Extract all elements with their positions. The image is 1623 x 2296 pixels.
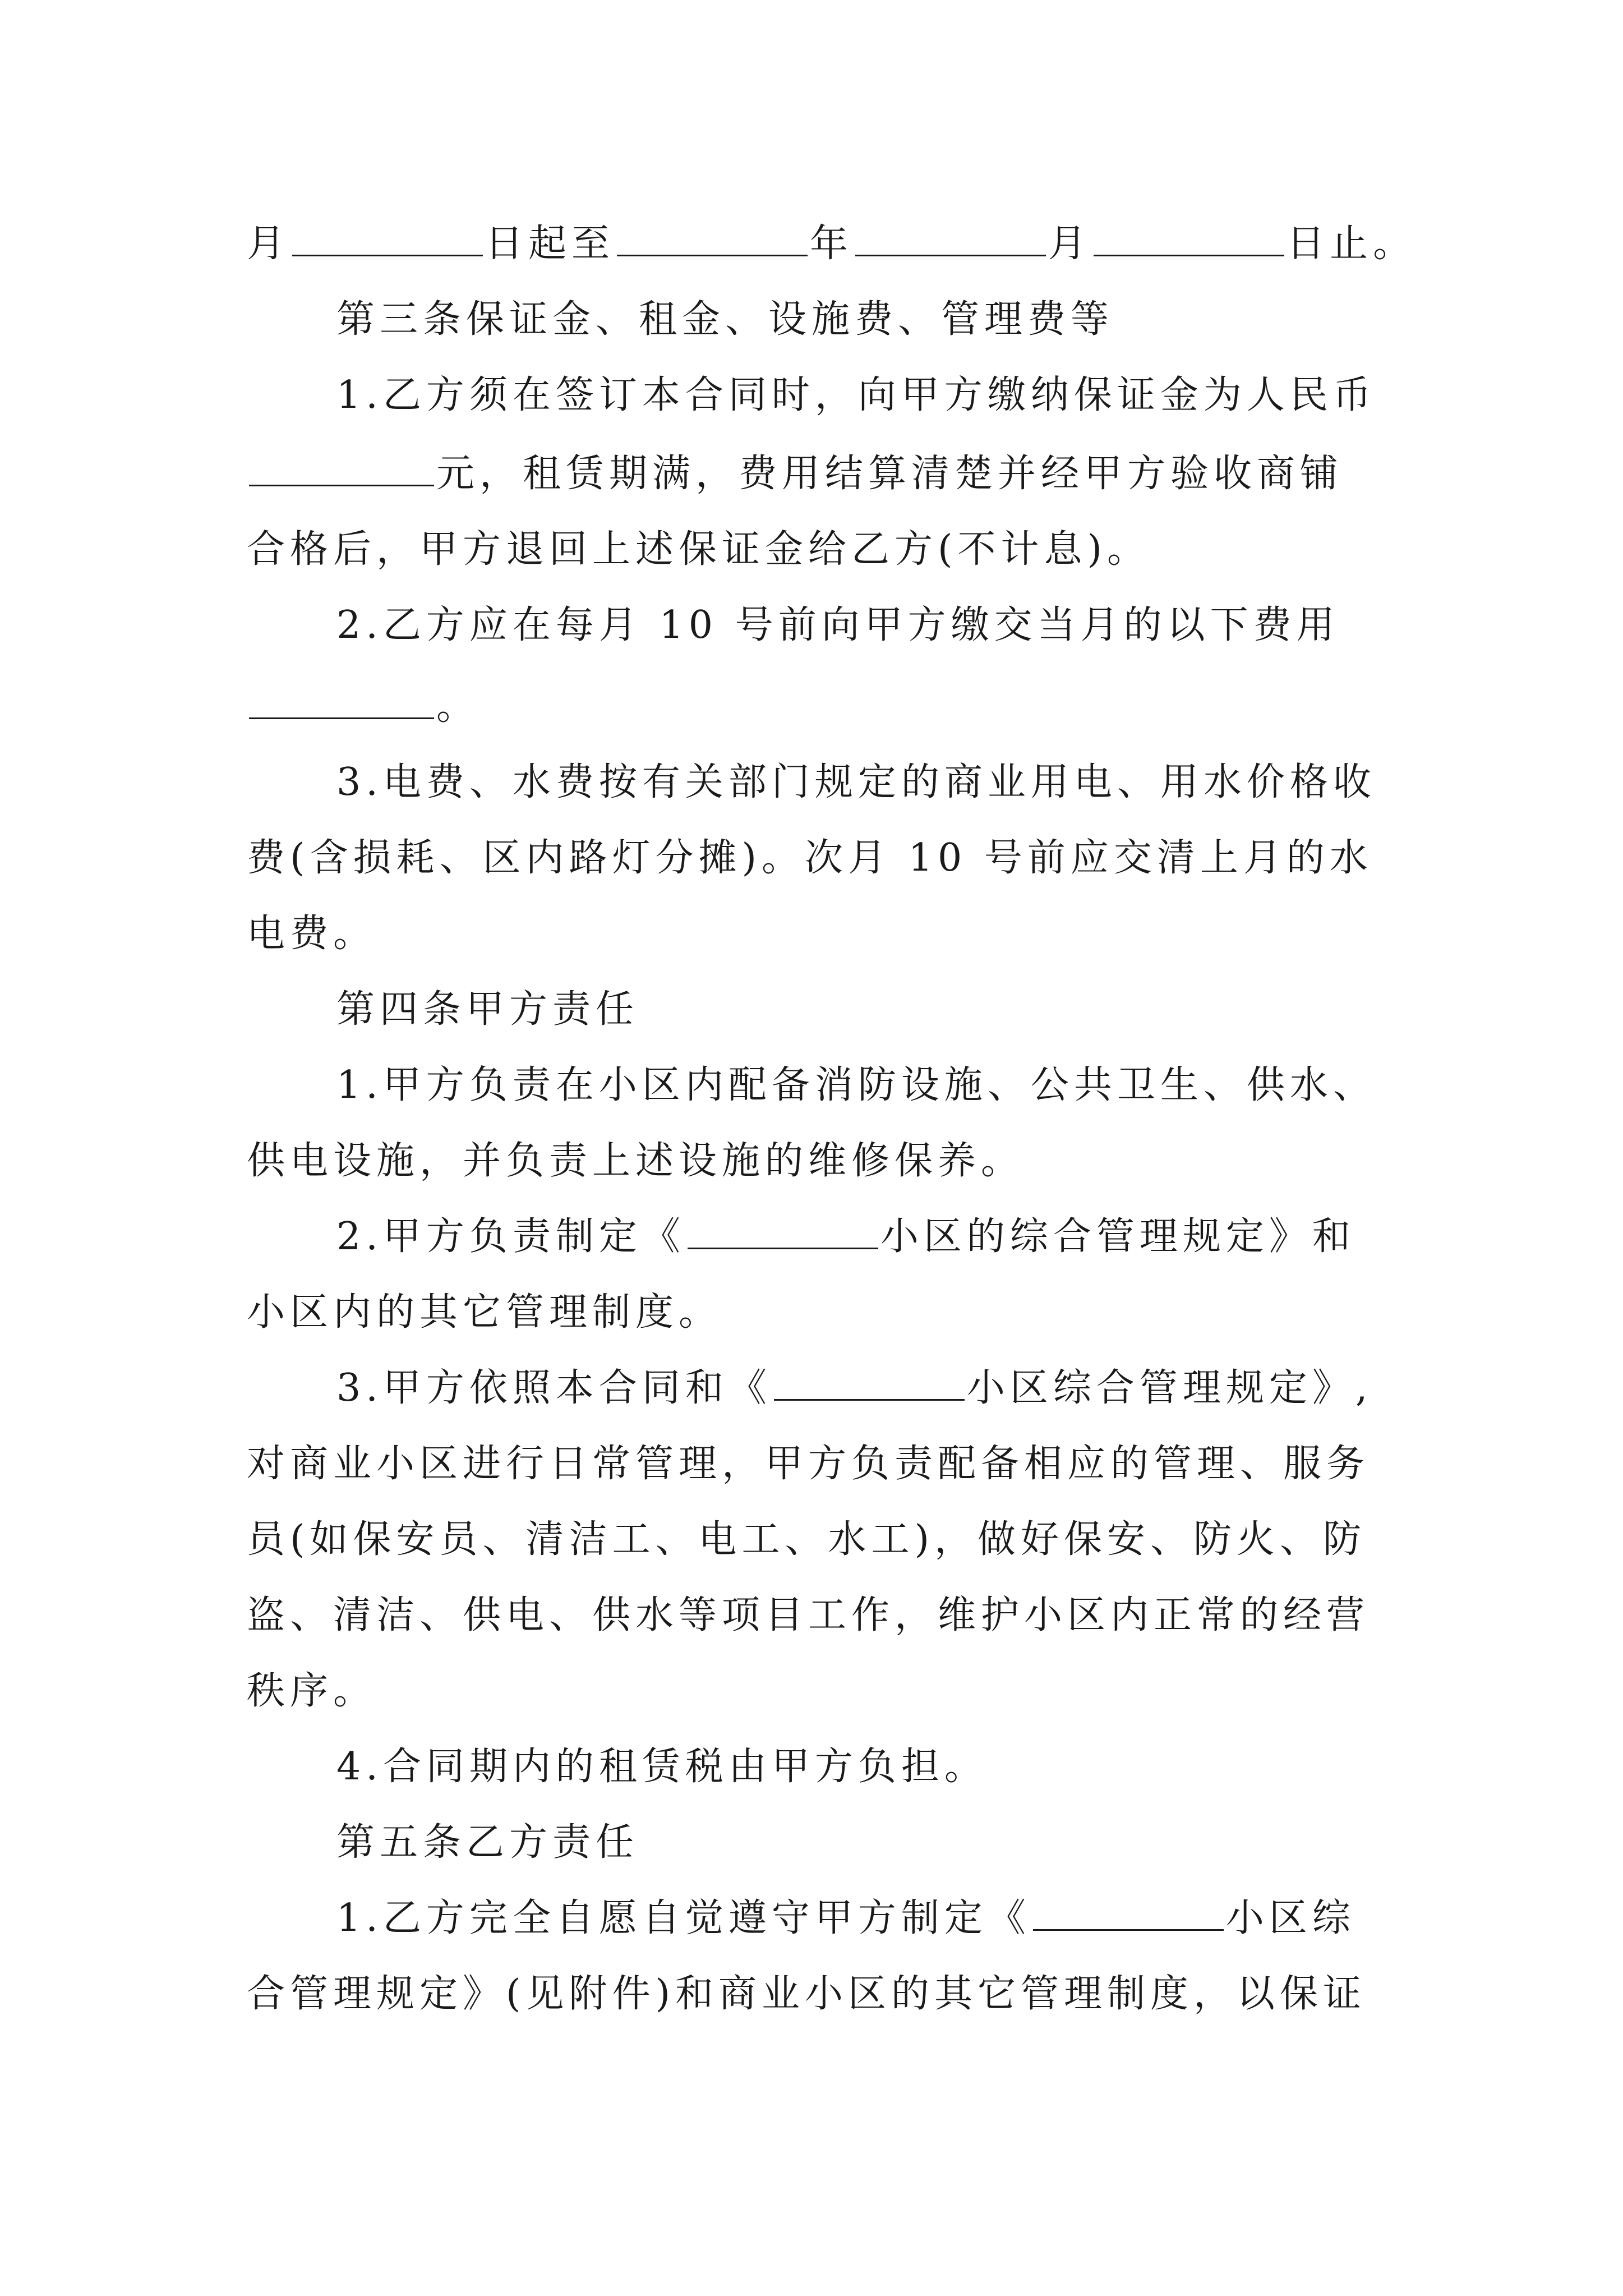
article-4-heading: 第四条甲方责任	[336, 987, 639, 1032]
blank-field	[249, 678, 434, 719]
text-line: 2.乙方应在每月 10 号前向甲方缴交当月的以下费用	[336, 603, 1340, 647]
text: 元，租赁期满，费用结算清楚并经甲方验收商铺	[436, 452, 1344, 496]
text-line: 合格后，甲方退回上述保证金给乙方(不计息)。	[247, 527, 1151, 572]
text: 2.甲方负责制定《	[336, 1214, 685, 1259]
text-line: 费(含损耗、区内路灯分摊)。次月 10 号前应交清上月的水	[247, 836, 1373, 880]
text-line: 秩序。	[247, 1669, 377, 1713]
blank-field	[1094, 215, 1284, 256]
text: 年	[810, 222, 854, 266]
text: 日止。	[1287, 222, 1417, 266]
text: 1.乙方完全自愿自觉遵守甲方制定《	[336, 1896, 1031, 1940]
text: 3.甲方依照本合同和《	[336, 1366, 772, 1410]
text-line: 1.乙方须在签订本合同时，向甲方缴纳保证金为人民币	[336, 373, 1376, 417]
text-line	[336, 1888, 1430, 1949]
blank-field	[617, 215, 808, 256]
text-line: 1.甲方负责在小区内配备消防设施、公共卫生、供水、	[336, 1063, 1376, 1107]
text: 。	[436, 684, 480, 729]
text: 小区综	[1225, 1896, 1355, 1940]
text-line: 4.合同期内的租赁税由甲方负担。	[336, 1745, 988, 1789]
blank-field	[292, 215, 483, 256]
article-5-heading: 第五条乙方责任	[336, 1820, 639, 1865]
text-line: 电费。	[247, 912, 377, 956]
text-line-1	[247, 213, 1430, 275]
text: 日起至	[485, 222, 615, 266]
text: 小区综合管理规定》,	[966, 1366, 1373, 1410]
text-line: 盗、清洁、供电、供水等项目工作，维护小区内正常的经营	[247, 1593, 1370, 1637]
text: 月	[247, 222, 291, 266]
blank-field	[688, 1208, 878, 1249]
text: 月	[1048, 222, 1092, 266]
blank-field	[855, 215, 1046, 256]
text-line: 小区内的其它管理制度。	[247, 1290, 722, 1335]
blank-field	[1033, 1890, 1224, 1931]
blank-field	[774, 1360, 965, 1401]
text-line	[247, 443, 1430, 505]
text: 小区的综合管理规定》和	[880, 1214, 1355, 1259]
article-3-heading: 第三条保证金、租金、设施费、管理费等	[336, 297, 1114, 342]
text-line	[247, 676, 1430, 738]
text-line: 员(如保安员、清洁工、电工、水工)，做好保安、防火、防	[247, 1517, 1367, 1562]
text-line	[336, 1358, 1430, 1419]
text-line: 3.电费、水费按有关部门规定的商业用电、用水价格收	[336, 760, 1376, 804]
text-line: 供电设施，并负责上述设施的维修保养。	[247, 1139, 1025, 1183]
text-line: 合管理规定》(见附件)和商业小区的其它管理制度，以保证	[247, 1972, 1367, 2016]
text-line: 对商业小区进行日常管理，甲方负责配备相应的管理、服务	[247, 1442, 1370, 1486]
text-line	[336, 1206, 1430, 1268]
blank-field	[249, 445, 434, 486]
